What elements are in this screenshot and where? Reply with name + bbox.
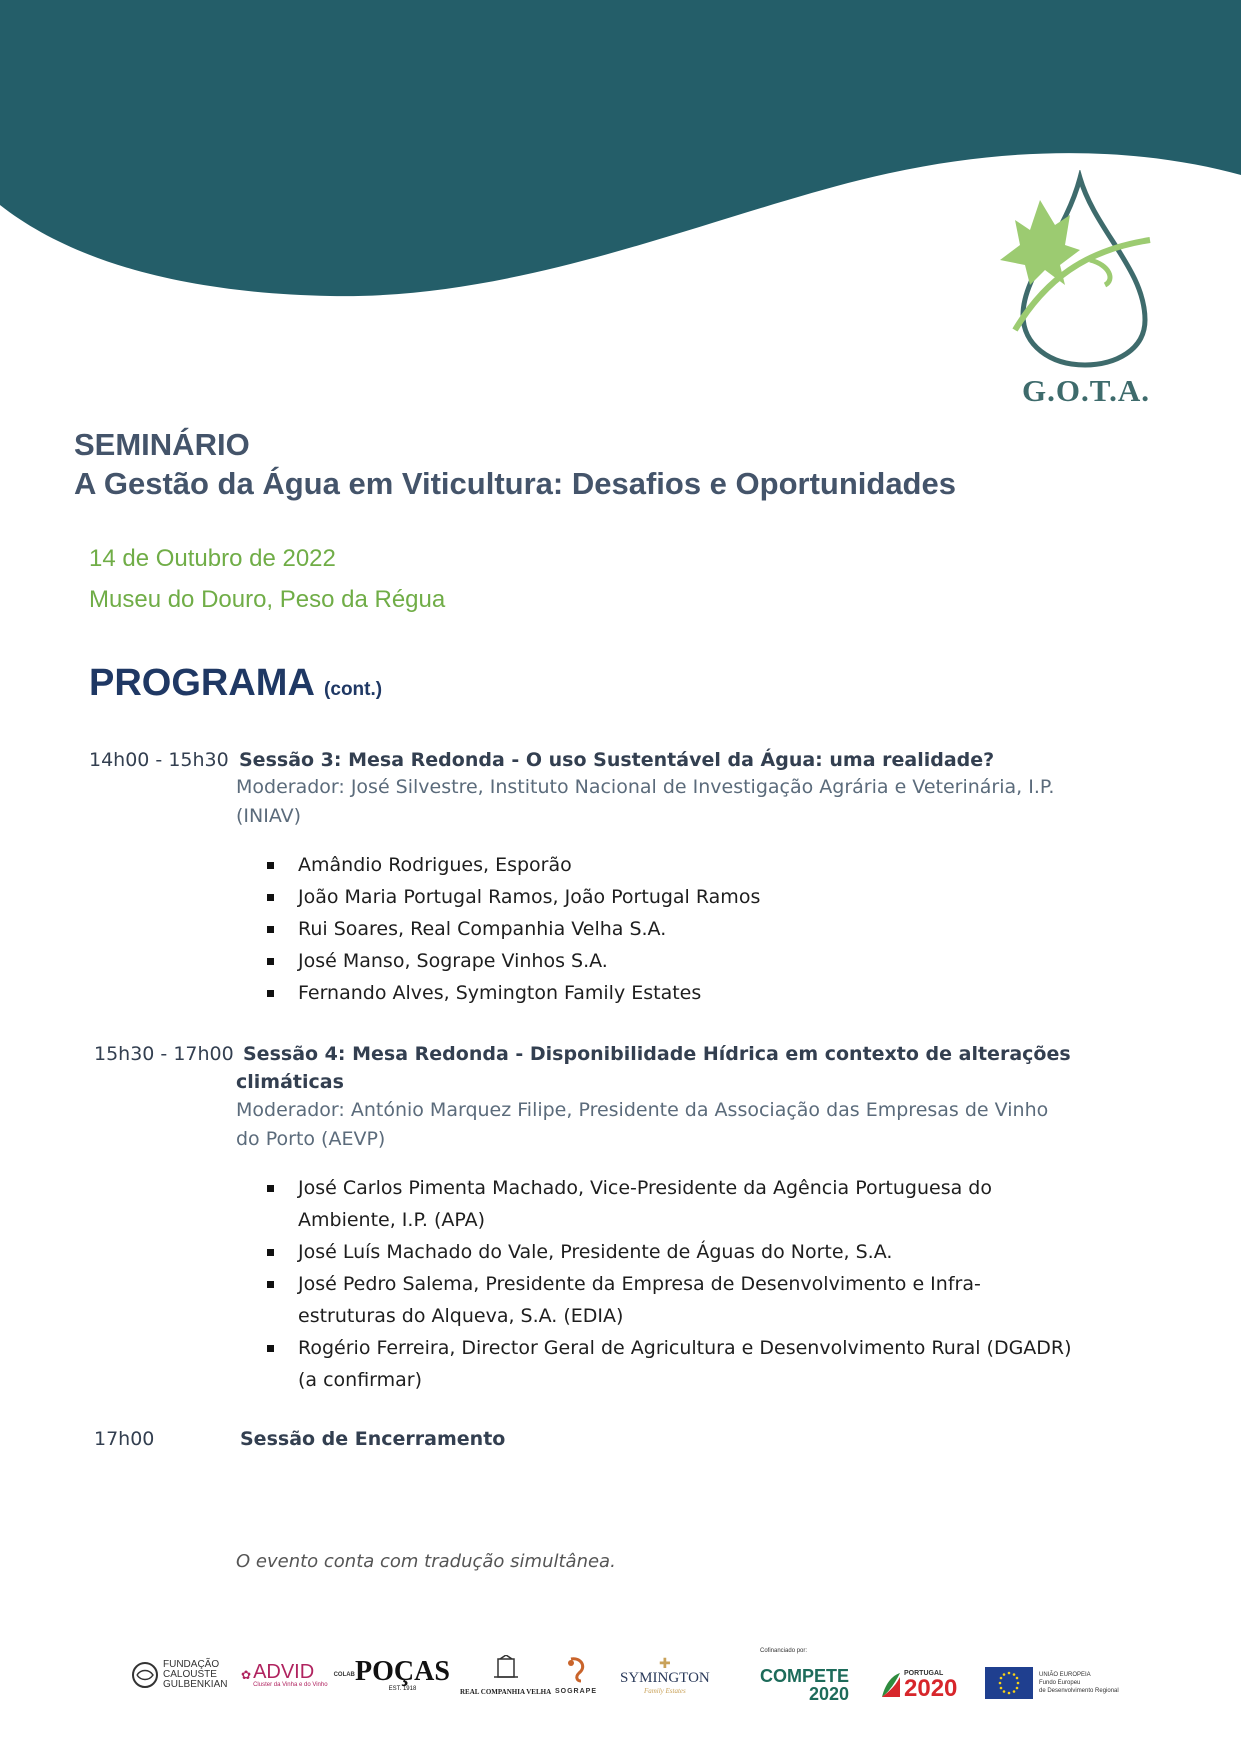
rcv-name: REAL COMPANHIA VELHA: [460, 1687, 552, 1696]
seminar-date: 14 de Outubro de 2022: [89, 545, 336, 572]
sponsor-sogrape: [555, 1650, 597, 1700]
sponsor-advid: [241, 1650, 355, 1700]
session-4-moderator-line1: Moderador: António Marquez Filipe, Presidente da Associação das Empresas de Vinho: [236, 1099, 1049, 1121]
sogrape-name: SOGRAPE: [555, 1688, 598, 1695]
programa-title: PROGRAMA: [89, 662, 314, 704]
list-item: Rui Soares, Real Companhia Velha S.A.: [267, 913, 1067, 945]
sponsor-eu: [985, 1658, 1119, 1708]
portugal-flag-icon: [880, 1671, 902, 1699]
session-3-moderator-line1: Moderador: José Silvestre, Instituto Nacional de Investigação Agrária e Veterinária, I.P.: [236, 776, 1055, 798]
seminar-venue: Museu do Douro, Peso da Régua: [89, 586, 446, 613]
programa-heading: [89, 662, 382, 705]
list-item: Fernando Alves, Symington Family Estates: [267, 977, 1067, 1009]
advid-grape-icon: ✿: [241, 1668, 252, 1682]
colab-label: COLAB: [333, 1672, 355, 1678]
eu-line2: Fundo Europeu: [1039, 1680, 1081, 1686]
session-4-title-line2: climáticas: [236, 1071, 344, 1093]
list-item: Rogério Ferreira, Director Geral de Agricultura e Desenvolvimento Rural (DGADR) (a confirmar): [267, 1332, 1077, 1396]
session-4-title-line1: Sessão 4: Mesa Redonda - Disponibilidade Hídrica em contexto de alterações: [243, 1043, 1071, 1065]
session-4-moderator-line2: do Porto (AEVP): [236, 1128, 386, 1150]
gulbenkian-line3: GULBENKIAN: [163, 1679, 228, 1690]
list-item: Amândio Rodrigues, Esporão: [267, 849, 1067, 881]
sponsor-compete: [760, 1660, 849, 1710]
list-item: José Luís Machado do Vale, Presidente de Águas do Norte, S.A.: [267, 1236, 1077, 1268]
gulbenkian-line1: FUNDAÇÃO: [163, 1659, 220, 1670]
list-item: João Maria Portugal Ramos, João Portugal Ramos: [267, 881, 1067, 913]
list-item: José Pedro Salema, Presidente da Empresa de Desenvolvimento e Infra-estruturas do Alqueva, S.A. (EDIA): [267, 1268, 1077, 1332]
eu-line1: UNIÃO EUROPEIA: [1039, 1672, 1091, 1678]
list-item: José Carlos Pimenta Machado, Vice-Presidente da Agência Portuguesa do Ambiente, I.P. (APA): [267, 1172, 1077, 1236]
advid-name: ADVID: [253, 1661, 315, 1683]
compete-name: COMPETE: [760, 1666, 850, 1686]
gulbenkian-logo-icon: [131, 1661, 159, 1689]
sponsor-rcv: [460, 1650, 551, 1700]
gulbenkian-line2: CALOUSTE: [163, 1669, 217, 1680]
symington-cross-icon: ✚: [659, 1654, 671, 1671]
pocas-name: POÇAS: [355, 1656, 450, 1687]
session-4-moderator: [236, 1096, 1048, 1154]
session-4-time: 15h30 - 17h00: [94, 1043, 234, 1065]
session-3-time: 14h00 - 15h30: [89, 749, 229, 771]
closing-title: Sessão de Encerramento: [240, 1428, 506, 1450]
sponsor-gulbenkian: [131, 1650, 227, 1700]
cofinanced-label: Cofinanciado por:: [760, 1648, 808, 1654]
sogrape-logo-icon: [561, 1655, 591, 1683]
symington-sub: Family Estates: [643, 1686, 686, 1695]
closing-time: 17h00: [94, 1428, 155, 1450]
programa-suffix: (cont.): [324, 679, 383, 700]
eu-flag-icon: [985, 1667, 1033, 1699]
translation-note: O evento conta com tradução simultânea.: [236, 1551, 616, 1572]
portugal-year: 2020: [904, 1674, 958, 1702]
rcv-crest-icon: [486, 1655, 526, 1683]
session-3-moderator-line2: (INIAV): [236, 805, 302, 827]
sponsor-portugal2020: [880, 1660, 957, 1710]
sponsor-symington: [620, 1650, 710, 1700]
list-item: José Manso, Sogrape Vinhos S.A.: [267, 945, 1067, 977]
sponsor-pocas: [355, 1650, 450, 1700]
gota-logo-text: G.O.T.A.: [1022, 373, 1150, 408]
session-3-speakers: [267, 849, 1067, 1009]
session-3-title: Sessão 3: Mesa Redonda - O uso Sustentável da Água: uma realidade?: [239, 749, 995, 771]
symington-name: SYMINGTON: [620, 1669, 710, 1686]
seminar-title: A Gestão da Água em Viticultura: Desafios e Oportunidades: [74, 466, 956, 501]
compete-year: 2020: [808, 1684, 850, 1704]
portugal-label: PORTUGAL: [904, 1669, 944, 1677]
session-3-moderator: [236, 773, 1054, 831]
session-4-speakers: [267, 1172, 1077, 1396]
gota-logo-icon: [985, 170, 1170, 370]
seminar-label: SEMINÁRIO: [74, 427, 250, 462]
eu-line3: de Desenvolvimento Regional: [1039, 1688, 1119, 1694]
pocas-sub: EST. 1918: [388, 1686, 417, 1692]
advid-sub: Cluster da Vinha e do Vinho: [253, 1682, 328, 1688]
